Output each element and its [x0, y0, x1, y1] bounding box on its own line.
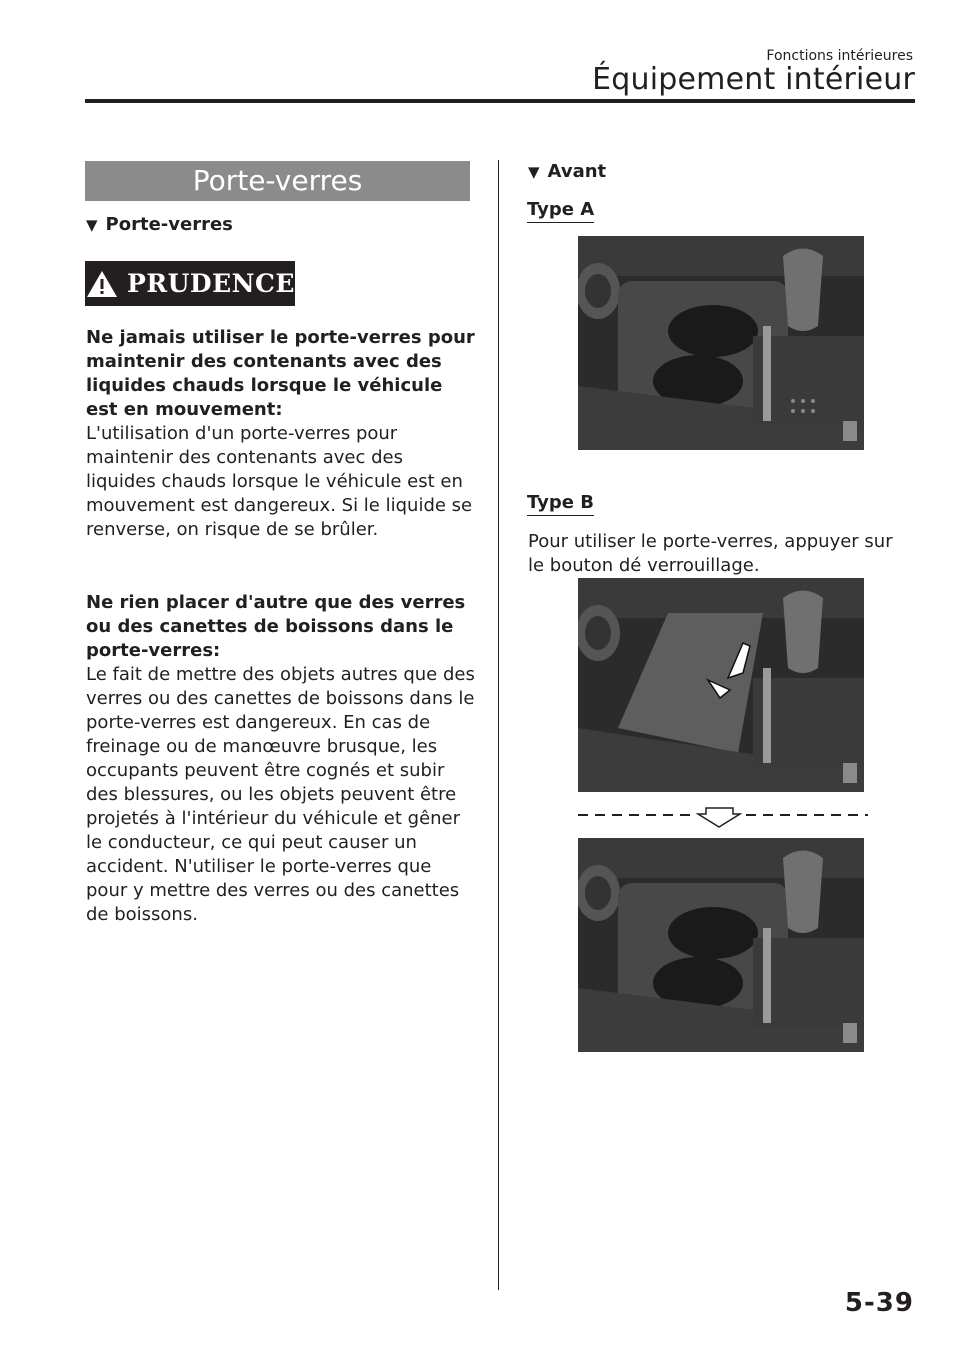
subheading-label: Porte-verres	[105, 214, 233, 235]
triangle-down-icon: ▼	[528, 163, 540, 181]
section-header: Équipement intérieur	[592, 62, 915, 97]
header-rule	[85, 99, 915, 103]
warning-1-body: L'utilisation d'un porte-verres pour maintenir des contenants avec des liquides chauds lorsque le véhicule est en mouvement est dangereux. Si le liquide se renverse, on risque de se brûler.	[86, 423, 473, 540]
type-b-instruction: Pour utiliser le porte-verres, appuyer sur le bouton dé verrouillage.	[528, 531, 893, 576]
triangle-down-icon: ▼	[86, 216, 98, 234]
warning-paragraph-1	[86, 326, 478, 542]
arrow-down-icon	[578, 805, 868, 829]
subheading-avant-label: Avant	[547, 161, 607, 182]
type-a-label: Type A	[527, 199, 594, 223]
chapter-title: Fonctions intérieures	[766, 48, 913, 64]
type-b-label: Type B	[527, 492, 594, 516]
subheading-porte-verres	[86, 214, 233, 235]
warning-1-heading: Ne jamais utiliser le porte-verres pour maintenir des contenants avec des liquides chauds lorsque le véhicule est en mouvement:	[86, 327, 475, 420]
type-a-label-wrap	[527, 199, 594, 223]
warning-2-body: Le fait de mettre des objets autres que des verres ou des canettes de boissons dans le porte-verres est dangereux. En cas de freinage ou de manœuvre brusque, les occupants peuvent être cognés et subir des blessures, ou les objets peuvent être projetés à l'intérieur du véhicule et gêner le conducteur, ce qui peut causer un accident. N'utiliser le porte-verres que pour y mettre des verres ou des canettes de boissons.	[86, 664, 475, 925]
column-divider	[498, 160, 499, 1290]
warning-triangle-icon	[85, 269, 119, 299]
section-title: Porte-verres	[85, 161, 470, 201]
warning-banner	[85, 261, 295, 306]
page-number: 5-39	[844, 1288, 914, 1318]
warning-paragraph-2	[86, 591, 478, 927]
subheading-avant	[528, 161, 606, 182]
transition-arrow	[578, 805, 868, 829]
photo-type-b-open	[578, 838, 864, 1052]
warning-2-heading: Ne rien placer d'autre que des verres ou des canettes de boissons dans le porte-verres:	[86, 592, 466, 661]
photo-type-b-closed	[578, 578, 864, 792]
type-b-label-wrap	[527, 492, 594, 516]
warning-label: PRUDENCE	[127, 269, 295, 298]
photo-type-a	[578, 236, 864, 450]
